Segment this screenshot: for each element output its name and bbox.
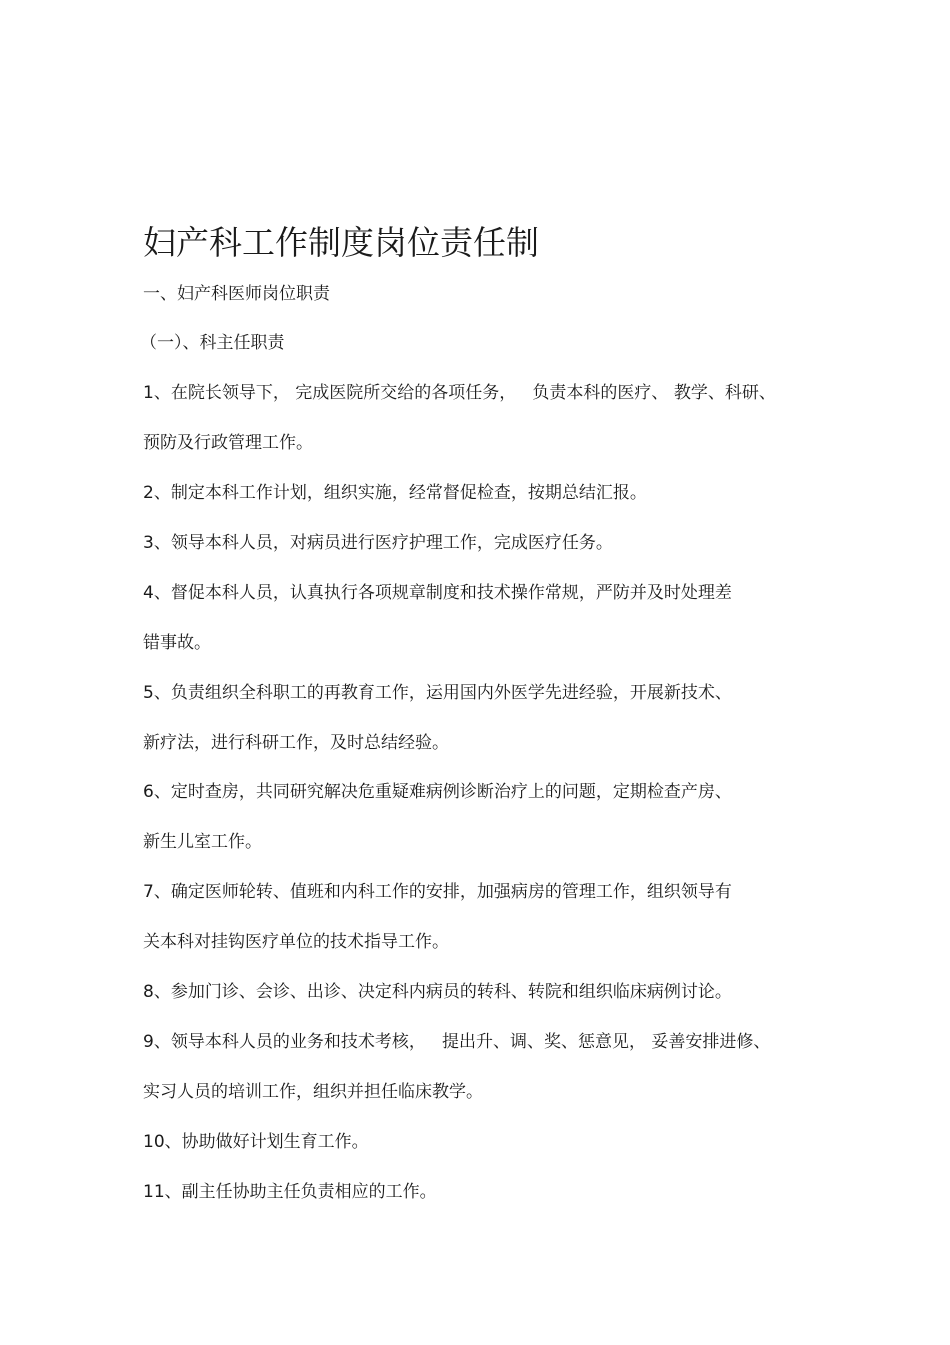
text-line: 7、确定医师轮转、值班和内科工作的安排，加强病房的管理工作，组织领导有 [143, 882, 732, 902]
text-line: 实习人员的培训工作，组织并担任临床教学。 [143, 1082, 483, 1102]
subsection-heading: （一）、科主任职责 [140, 333, 285, 353]
text-line: 2、制定本科工作计划，组织实施，经常督促检查，按期总结汇报。 [143, 483, 647, 503]
text-line: 8、参加门诊、会诊、出诊、决定科内病员的转科、转院和组织临床病例讨论。 [143, 982, 732, 1002]
text-line: 1、在院长领导下， 完成医院所交给的各项任务， 负责本科的医疗、 教学、科研、 [143, 383, 776, 403]
text-line: 预防及行政管理工作。 [143, 433, 313, 453]
text-line: 5、负责组织全科职工的再教育工作，运用国内外医学先进经验，开展新技术、 [143, 683, 732, 703]
section-heading: 一、妇产科医师岗位职责 [143, 284, 330, 304]
text-line: 关本科对挂钩医疗单位的技术指导工作。 [143, 932, 449, 952]
text-line: 错事故。 [143, 633, 211, 653]
text-line: 9、领导本科人员的业务和技术考核， 提出升、调、奖、惩意见， 妥善安排进修、 [143, 1032, 771, 1052]
text-line: 新生儿室工作。 [143, 832, 262, 852]
text-line: 4、督促本科人员，认真执行各项规章制度和技术操作常规，严防并及时处理差 [143, 583, 732, 603]
text-line: 新疗法，进行科研工作，及时总结经验。 [143, 733, 449, 753]
text-line: 6、定时查房，共同研究解决危重疑难病例诊断治疗上的问题，定期检查产房、 [143, 782, 732, 802]
text-line: 10、协助做好计划生育工作。 [143, 1132, 369, 1152]
text-line: 11、副主任协助主任负责相应的工作。 [143, 1182, 437, 1202]
text-line: 3、领导本科人员，对病员进行医疗护理工作，完成医疗任务。 [143, 533, 613, 553]
document-title: 妇产科工作制度岗位责任制 [143, 223, 539, 262]
